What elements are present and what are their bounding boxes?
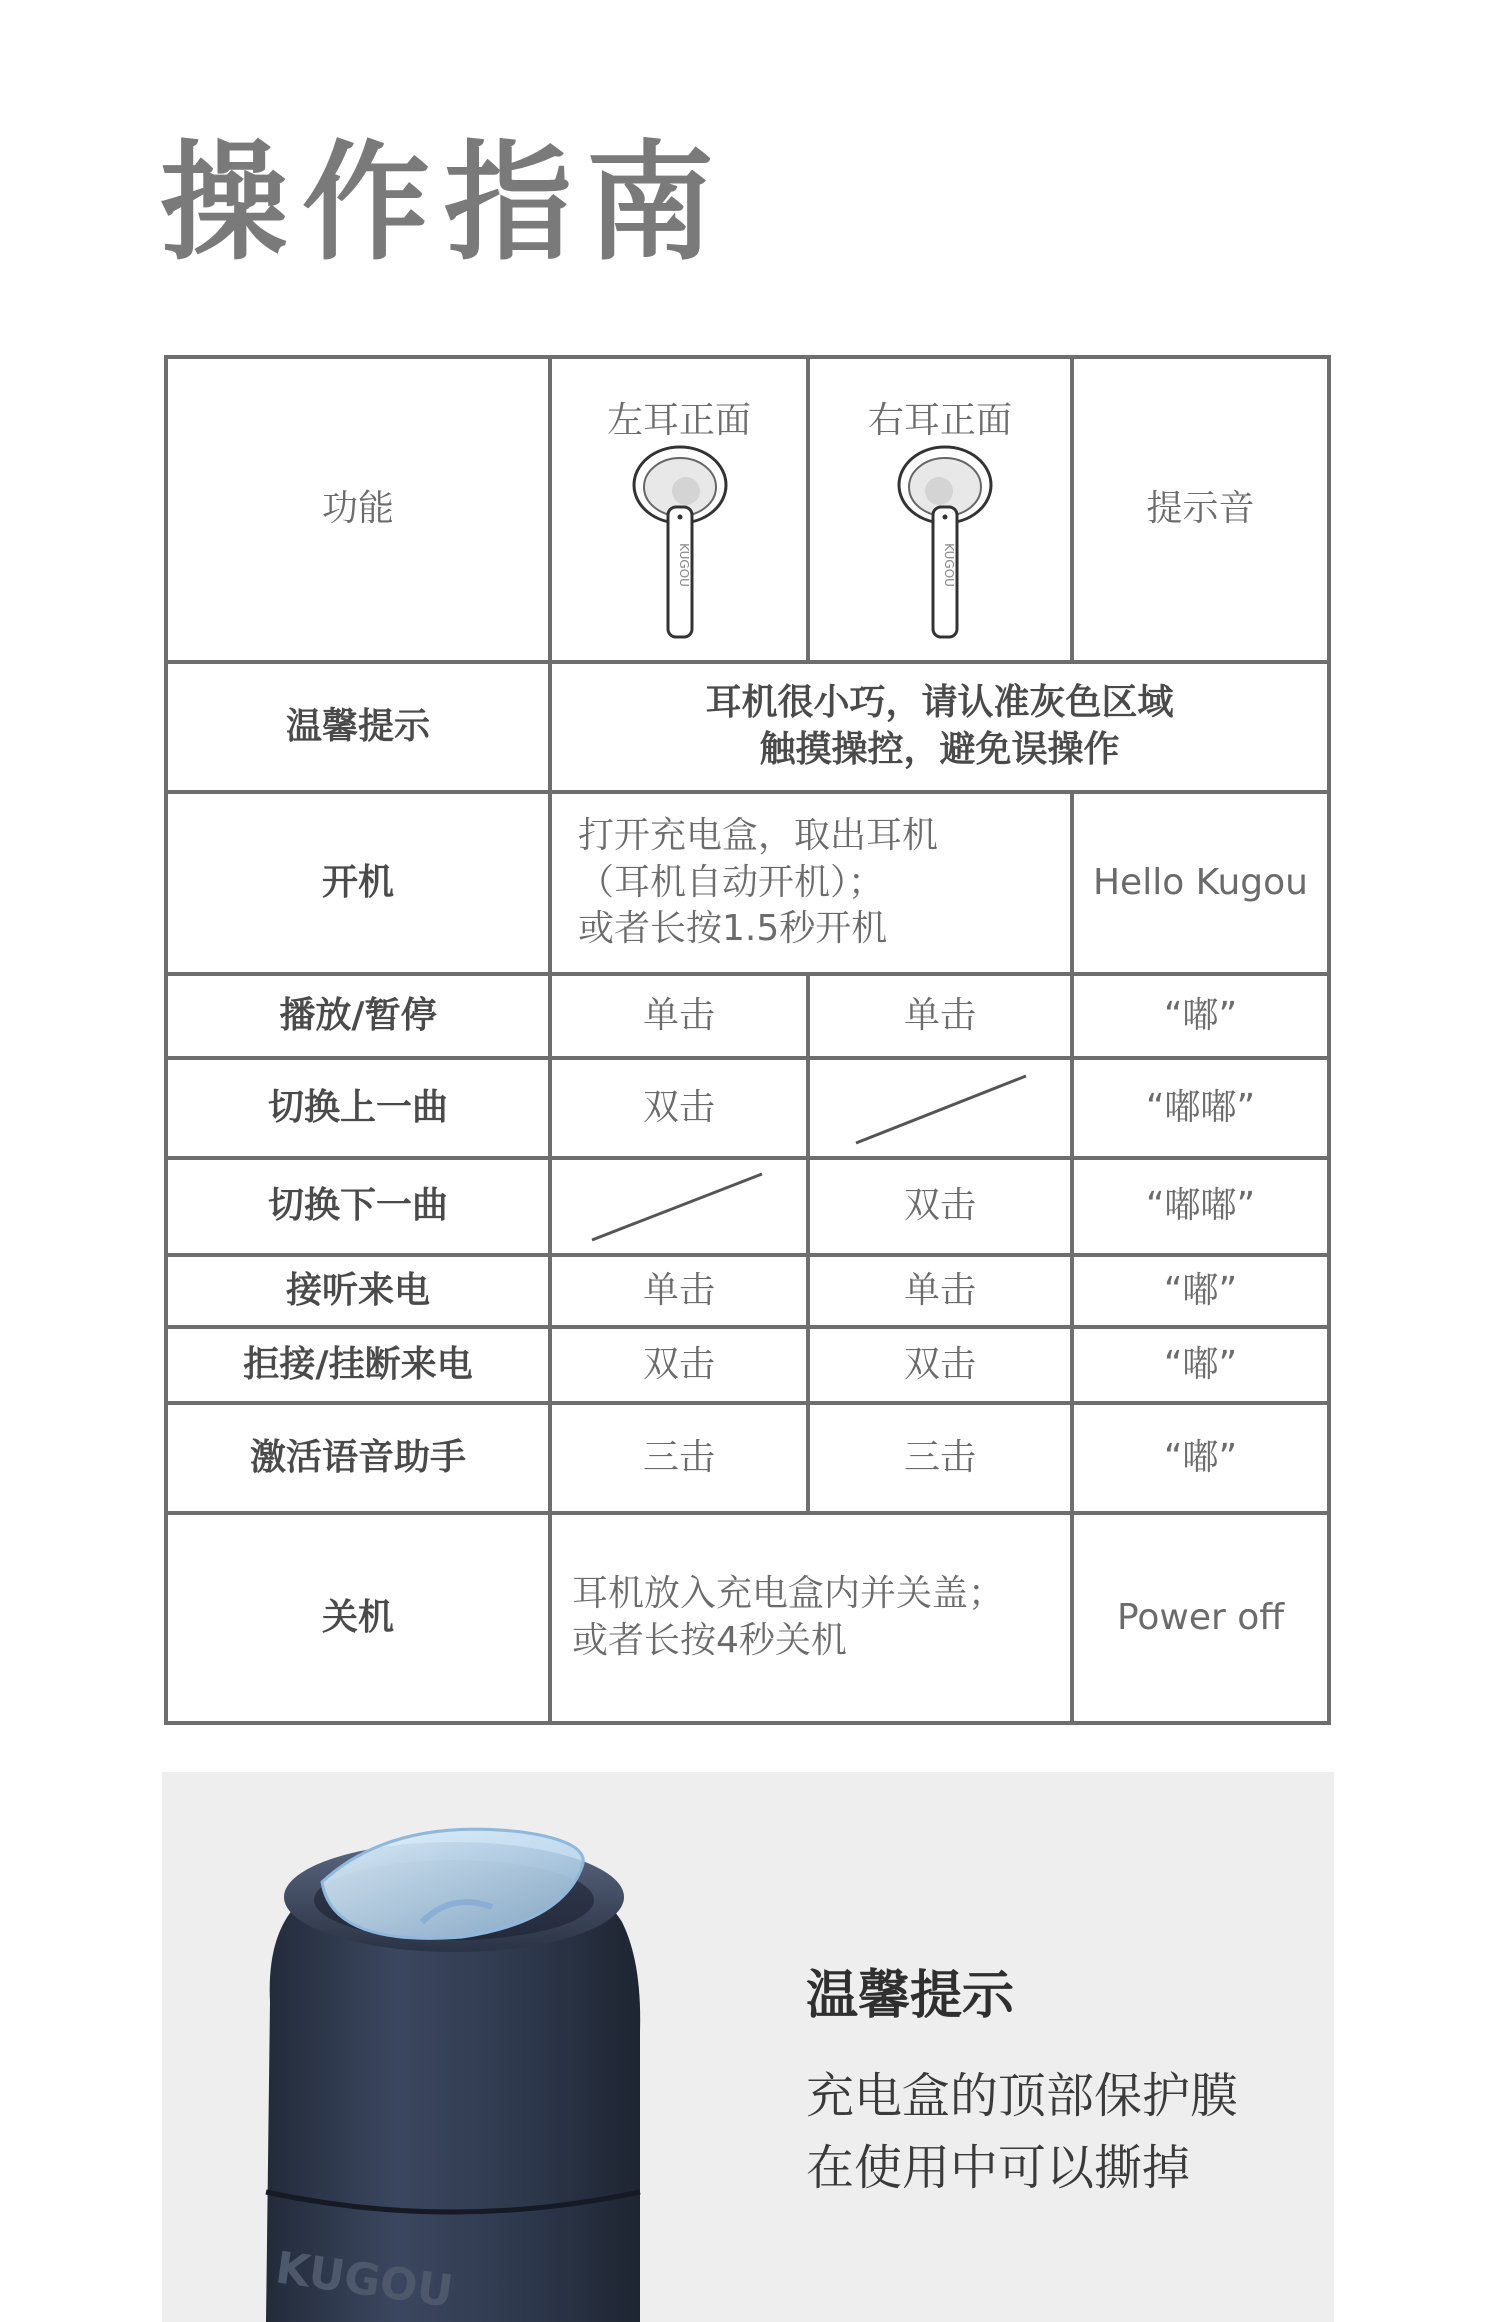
header-function: 功能 bbox=[321, 488, 394, 530]
row-sound: “嘟嘟” bbox=[1145, 1185, 1256, 1227]
row-left-action: 双击 bbox=[642, 1086, 715, 1128]
row-label: 切换下一曲 bbox=[267, 1185, 448, 1227]
bottom-tip-line2: 在使用中可以撕掉 bbox=[806, 2140, 1191, 2196]
tip-row-line2: 触摸操控，避免误操作 bbox=[759, 729, 1120, 770]
left-earbud-icon bbox=[620, 445, 740, 645]
tip-row-line1: 耳机很小巧，请认准灰色区域 bbox=[705, 682, 1174, 724]
row-sound: “嘟” bbox=[1163, 1269, 1238, 1311]
row-left-action: 单击 bbox=[642, 994, 715, 1036]
tip-row-label: 温馨提示 bbox=[285, 705, 430, 747]
right-earbud-icon bbox=[885, 445, 1005, 645]
row-label: 播放/暂停 bbox=[279, 994, 437, 1036]
row-label: 接听来电 bbox=[285, 1269, 430, 1311]
header-right-ear: 右耳正面 bbox=[867, 400, 1012, 441]
row-sound: “嘟嘟” bbox=[1145, 1086, 1256, 1128]
case-logo: KUGOU bbox=[272, 2242, 457, 2318]
power-off-sound: Power off bbox=[1116, 1596, 1285, 1638]
header-left-ear: 左耳正面 bbox=[606, 400, 751, 441]
left-earbud-logo: KUGOU bbox=[677, 543, 691, 587]
row-right-action: 双击 bbox=[903, 1343, 976, 1385]
power-on-line1: 打开充电盒，取出耳机 bbox=[578, 814, 939, 856]
row-left-action: 单击 bbox=[642, 1269, 715, 1311]
charging-case-image bbox=[162, 1772, 1334, 2322]
row-sound: “嘟” bbox=[1163, 1436, 1238, 1478]
power-off-line1: 耳机放入充电盒内并关盖； bbox=[572, 1573, 1005, 1615]
tip-row-text bbox=[552, 664, 1327, 790]
power-on-instructions bbox=[578, 794, 1070, 972]
power-on-line2: （耳机自动开机）； bbox=[578, 861, 885, 903]
power-off-label: 关机 bbox=[321, 1596, 394, 1638]
power-off-line2: 或者长按4秒关机 bbox=[572, 1620, 847, 1661]
row-right-action: 三击 bbox=[903, 1436, 976, 1478]
row-label: 拒接/挂断来电 bbox=[243, 1343, 473, 1385]
row-right-action bbox=[810, 1060, 1070, 1156]
row-left-action: 三击 bbox=[642, 1436, 715, 1478]
bottom-tip-line1: 充电盒的顶部保护膜 bbox=[806, 2068, 1239, 2124]
page-title: 操作指南 bbox=[160, 129, 729, 278]
power-on-line3: 或者长按1.5秒开机 bbox=[578, 908, 888, 950]
row-left-action: 双击 bbox=[642, 1343, 715, 1385]
power-off-instructions bbox=[572, 1515, 1070, 1721]
bottom-tip-title: 温馨提示 bbox=[806, 1966, 1015, 2026]
right-earbud-logo: KUGOU bbox=[942, 543, 956, 587]
row-right-action: 双击 bbox=[903, 1185, 976, 1227]
charging-case-panel bbox=[162, 1772, 1334, 2322]
row-label: 激活语音助手 bbox=[249, 1436, 466, 1478]
row-sound: “嘟” bbox=[1163, 1343, 1238, 1385]
row-right-action: 单击 bbox=[903, 994, 976, 1036]
row-label: 切换上一曲 bbox=[267, 1086, 448, 1128]
header-sound: 提示音 bbox=[1146, 488, 1255, 530]
row-left-action bbox=[552, 1160, 806, 1253]
row-right-action: 单击 bbox=[903, 1269, 976, 1311]
power-on-sound: Hello Kugou bbox=[1092, 861, 1308, 903]
row-sound: “嘟” bbox=[1163, 994, 1238, 1036]
power-on-label: 开机 bbox=[321, 861, 394, 903]
